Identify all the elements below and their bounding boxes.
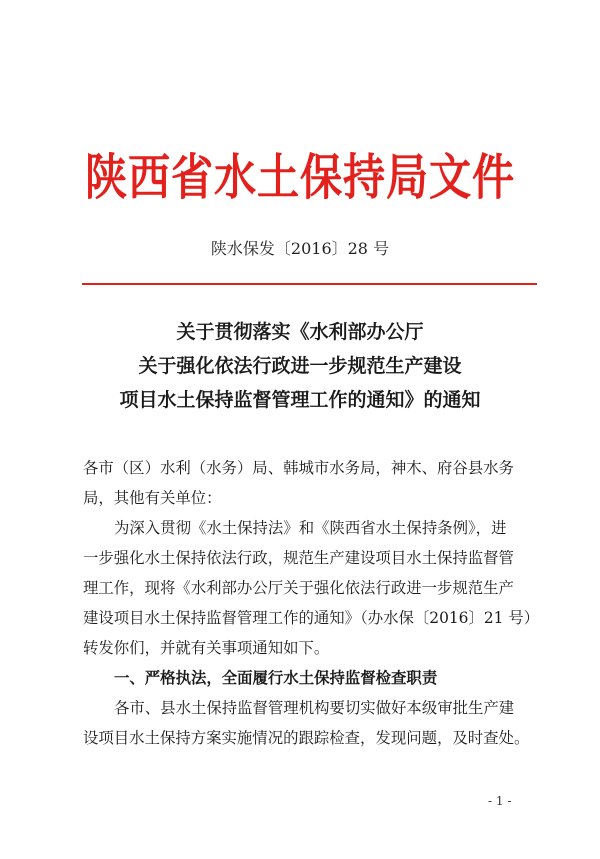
paragraph-line: 一步强化水土保持依法行政，规范生产建设项目水土保持监督管 <box>83 549 514 567</box>
red-divider-line <box>82 283 537 285</box>
notice-title-line: 项目水土保持监督管理工作的通知》的通知 <box>119 389 481 411</box>
paragraph-intro <box>83 513 540 663</box>
notice-title-line: 关于贯彻落实《水利部办公厅 <box>176 321 424 343</box>
agency-header-title: 陕西省水土保持局文件 <box>84 149 515 206</box>
paragraph-line: 建设项目水土保持监督管理工作的通知》（办水保〔2016〕21 号） <box>83 609 540 627</box>
paragraph-line: 转发你们，并就有关事项通知如下。 <box>83 639 330 657</box>
paragraph-line: 设项目水土保持方案实施情况的跟踪检查，发现问题，及时查处。 <box>83 729 530 747</box>
section-heading-text: 一、严格执法，全面履行水土保持监督检查职责 <box>114 669 438 687</box>
section-heading <box>83 663 535 693</box>
notice-title <box>0 315 600 417</box>
page-number: - 1 - <box>488 794 512 808</box>
paragraph-line: 为深入贯彻《水土保持法》和《陕西省水土保持条例》，进 <box>114 519 507 537</box>
document-body <box>83 453 540 753</box>
paragraph-line: 各市、县水土保持监督管理机构要切实做好本级审批生产建 <box>114 699 515 717</box>
addressee-line: 各市（区）水利（水务）局、韩城市水务局，神木、府谷县水务 <box>83 459 514 477</box>
addressee-line: 局，其他有关单位： <box>83 489 222 507</box>
paragraph-line: 理工作，现将《水利部办公厅关于强化依法行政进一步规范生产 <box>83 579 514 597</box>
paragraph-section1 <box>83 693 535 753</box>
document-number: 陕水保发〔2016〕28 号 <box>210 239 390 258</box>
notice-title-line: 关于强化依法行政进一步规范生产建设 <box>138 355 462 377</box>
addressee <box>83 453 535 513</box>
